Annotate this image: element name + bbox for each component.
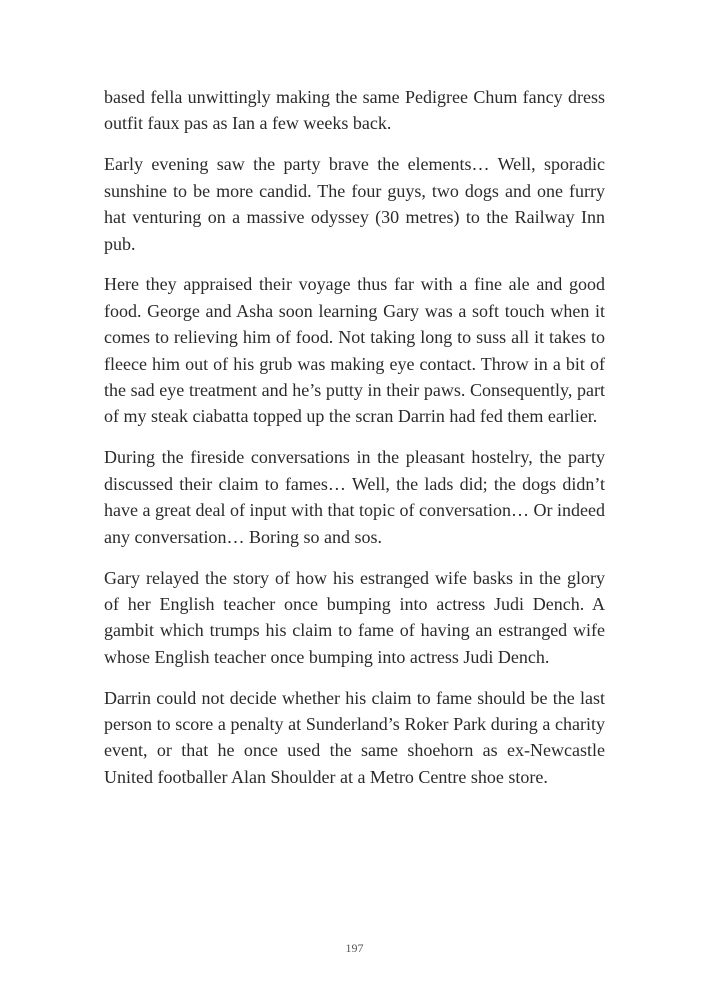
paragraph-6: Darrin could not decide whether his claim to fame should be the last person to score a penalty at Sunderland’s Roker Park during a charity event, or that he once used the same shoehorn as ex-Newcastle United footballer Alan Shoulder at a Metro Centre shoe store. <box>104 687 605 787</box>
paragraph-1: based fella unwittingly making the same Pedigree Chum fancy dress outfit faux pas as Ian a few weeks back. <box>104 87 605 134</box>
body-text <box>104 84 605 805</box>
paragraph-5: Gary relayed the story of how his estranged wife basks in the glory of her English teacher once bumping into actress Judi Dench. A gambit which trumps his claim to fame of having an estranged wife whose English teacher once bumping into actress Judi Dench. <box>104 567 605 667</box>
paragraph-4: During the fireside conversations in the pleasant hostelry, the party discussed their claim to fames… Well, the lads did; the dogs didn’t have a great deal of input with that topic of conversation… Or indeed any conversation… Boring so and sos. <box>104 447 605 547</box>
paragraph-2: Early evening saw the party brave the elements… Well, sporadic sunshine to be more candid. The four guys, two dogs and one furry hat venturing on a massive odyssey (30 metres) to the Railway Inn pub. <box>104 154 605 254</box>
paragraph-3: Here they appraised their voyage thus far with a fine ale and good food. George and Asha soon learning Gary was a soft touch when it comes to relieving him of food. Not taking long to suss all it takes to fleece him out of his grub was making eye contact. Throw in a bit of the sad eye treatment and he’s putty in their paws. Consequently, part of my steak ciabatta topped up the scran Darrin had fed them earlier. <box>104 274 605 427</box>
page-number: 197 <box>345 941 364 955</box>
